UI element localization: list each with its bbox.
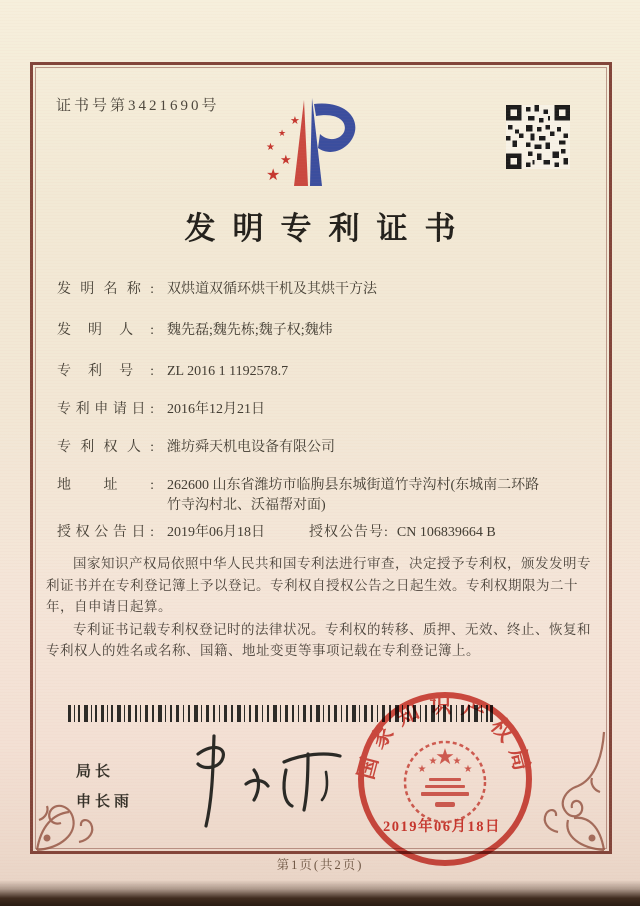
field-label: 专利号: [57,364,155,379]
grant-no-value: CN 106839664 B [396,525,496,540]
field-label: 地址: [57,478,155,493]
field-inventors [57,321,582,341]
field-value: 潍坊舜天机电设备有限公司 [167,440,335,455]
cnipa-patent-logo-icon [238,90,372,192]
national-emblem-icon [405,742,485,822]
field-patent-number [57,362,582,382]
field-value: 262600 山东省潍坊市临朐县东城街道竹寺沟村(东城南二环路竹寺沟村北、沃福帮对面) [167,478,540,513]
field-value: 魏先磊;魏先栋;魏子权;魏炜 [167,323,333,338]
field-value: 2016年12月21日 [167,402,265,417]
handwritten-signature [180,728,350,833]
corner-flourish-left-icon [33,768,119,854]
svg-text:★: ★ [417,764,427,775]
grant-date-value: 2019年06月18日 [167,525,265,540]
svg-text:★: ★ [266,167,281,184]
svg-text:★: ★ [452,756,462,767]
field-application-date [57,400,582,420]
certificate-number: 证书号第3421690号 [56,98,220,114]
svg-text:★: ★ [266,142,275,153]
seal-text: 国家知识产权局 [353,692,537,782]
svg-text:★: ★ [435,744,455,769]
signer-title: 局长 [76,764,115,780]
field-invention-name [57,280,582,300]
page-title: 发明专利证书 [184,211,473,246]
svg-text:★: ★ [428,756,438,767]
svg-text:★: ★ [463,764,473,775]
seal-date: 2019年06月18日 [383,819,501,835]
field-label: 专利权人: [57,440,155,455]
official-seal [352,686,538,872]
scan-edge-shadow [0,880,640,906]
legal-paragraph-1: 国家知识产权局依照中华人民共和国专利法进行审查，决定授予专利权，颁发发明专利证书并在专利登记簿上予以登记。专利权自授权公告之日起生效。专利权期限为二十年，自申请日起算。 [46,556,591,614]
field-label: 发明名称: [57,282,155,297]
field-address [57,476,582,516]
svg-text:★: ★ [280,152,292,167]
field-label: 发明人: [57,323,155,338]
field-grant-row [57,523,582,543]
legal-paragraph-2: 专利证书记载专利权登记时的法律状况。专利权的转移、质押、无效、终止、恢复和专利权人的姓名或名称、国籍、地址变更等事项记载在专利登记簿上。 [46,621,591,658]
signer-name: 申长雨 [76,794,134,810]
svg-text:★: ★ [290,115,300,127]
field-value: ZL 2016 1 1192578.7 [167,364,289,379]
legal-text [46,553,595,663]
grant-no-label: 授权公告号: [309,525,389,540]
field-value: 双烘道双循环烘干机及其烘干方法 [167,282,377,297]
qr-code [506,105,570,169]
svg-text:★: ★ [278,128,287,138]
page-number: 第1页(共2页) [276,858,364,872]
grant-date-label: 授权公告日: [57,525,155,540]
field-label: 专利申请日: [57,402,155,417]
field-patentee [57,438,582,458]
field-list [57,280,582,564]
